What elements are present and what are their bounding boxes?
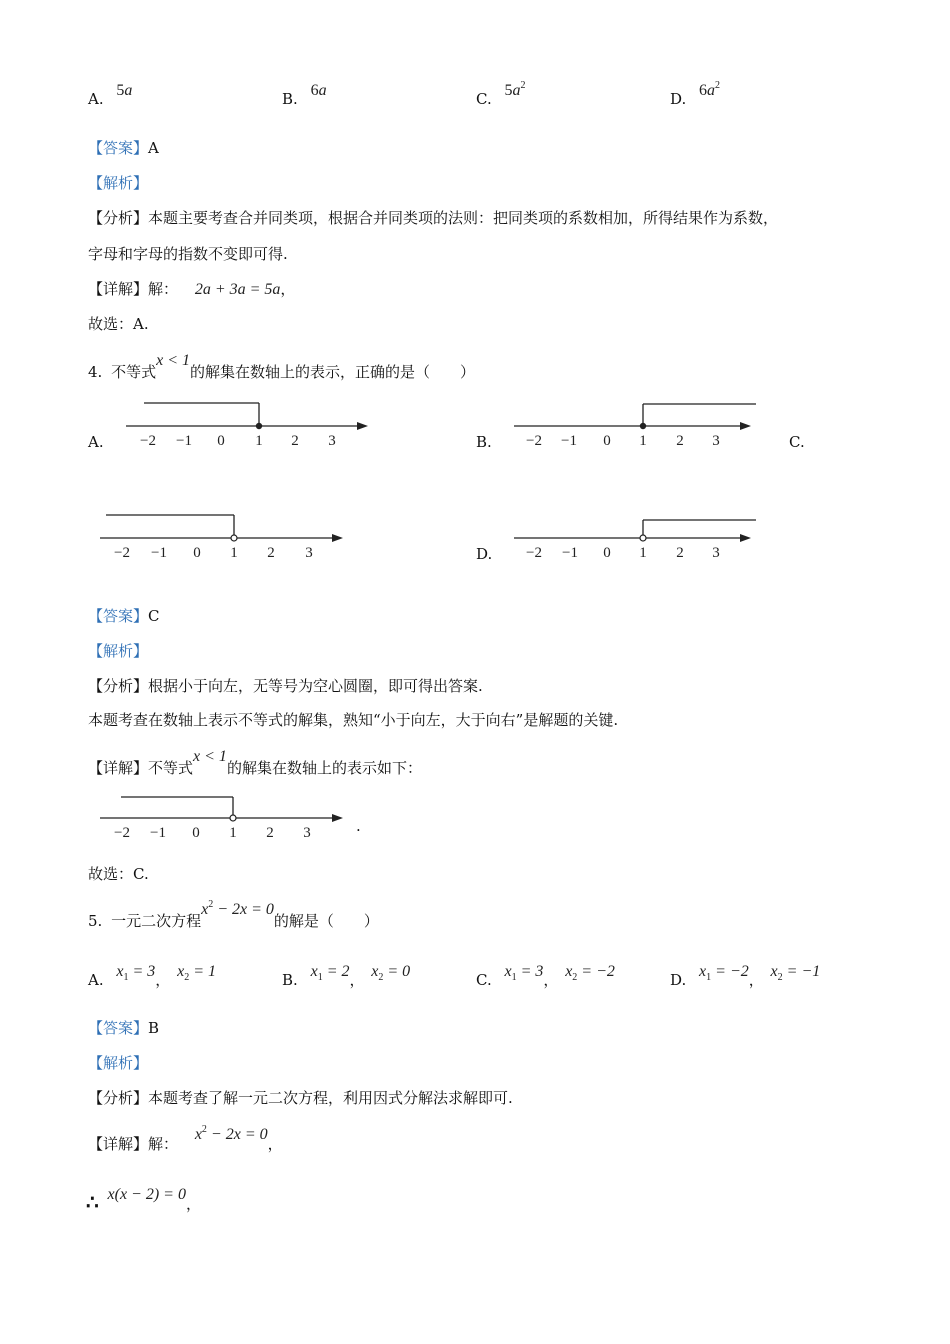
q4-detail: 【详解】不等式x < 1的解集在数轴上的表示如下： — [88, 748, 422, 777]
q5-fenxi: 【分析】本题考查了解一元二次方程，利用因式分解法求解即可. — [88, 1089, 513, 1107]
svg-text:2: 2 — [676, 545, 684, 561]
svg-text:2: 2 — [676, 433, 684, 449]
q3-conclusion: 故选：A. — [88, 315, 149, 333]
svg-text:−2: −2 — [526, 433, 542, 449]
svg-text:0: 0 — [193, 545, 201, 561]
svg-text:1: 1 — [639, 545, 647, 561]
q4-analysis-heading: 【解析】 — [88, 642, 149, 660]
q4-option-b-label: B. — [476, 433, 492, 451]
q5-analysis-heading: 【解析】 — [88, 1054, 149, 1072]
q4-option-c-label: C. — [789, 433, 805, 451]
q5-option-a: A. $x_1 = 3$， $x_2 = 1$ — [88, 963, 216, 989]
q3-option-b: B. 6a — [282, 82, 327, 108]
q4-option-c-numberline — [94, 507, 354, 567]
q4-option-d-numberline — [506, 507, 766, 567]
q4-option-b-numberline — [506, 395, 766, 455]
q3-option-c: C. $5a^2$ — [476, 80, 526, 108]
svg-text:3: 3 — [328, 433, 336, 449]
q5-option-d: D. $x_1 = -2$， $x_2 = -1$ — [670, 963, 821, 989]
q4-figure-period: . — [356, 817, 361, 835]
svg-text:0: 0 — [603, 545, 611, 561]
q4-stem: 4. 不等式x < 1的解集在数轴上的表示，正确的是（ ） — [88, 352, 476, 381]
q3-option-d: D. $6a^2$ — [670, 80, 721, 108]
svg-text:0: 0 — [192, 825, 200, 841]
svg-text:3: 3 — [305, 545, 313, 561]
q4-option-a-label: A. — [88, 433, 104, 451]
svg-text:1: 1 — [639, 433, 647, 449]
svg-text:−1: −1 — [562, 545, 578, 561]
q5-step: ∴ x(x − 2) = 0， — [86, 1186, 201, 1214]
svg-text:−2: −2 — [114, 825, 130, 841]
svg-text:2: 2 — [267, 545, 275, 561]
svg-text:2: 2 — [266, 825, 274, 841]
svg-text:3: 3 — [712, 433, 720, 449]
q4-option-a-numberline — [118, 395, 378, 455]
q5-answer: 【答案】B — [88, 1019, 160, 1037]
svg-text:3: 3 — [303, 825, 311, 841]
q5-stem: 5. 一元二次方程$x^2 - 2x = 0$的解是（ ） — [88, 899, 379, 930]
svg-text:0: 0 — [217, 433, 225, 449]
q4-summary: 本题考查在数轴上表示不等式的解集，熟知“小于向左，大于向右”是解题的关键. — [88, 711, 619, 729]
q5-option-b: B. $x_1 = 2$， $x_2 = 0$ — [282, 963, 411, 989]
q5-option-c: C. $x_1 = 3$， $x_2 = -2$ — [476, 963, 615, 989]
svg-text:−1: −1 — [176, 433, 192, 449]
q4-answer: 【答案】C — [88, 607, 160, 625]
svg-text:−2: −2 — [114, 545, 130, 561]
therefore-symbol: ∴ — [86, 1190, 99, 1214]
svg-text:−1: −1 — [150, 825, 166, 841]
q4-option-d-label: D. — [476, 545, 493, 563]
svg-text:1: 1 — [230, 545, 238, 561]
q3-detail: 【详解】解： 2a + 3a = 5a， — [88, 280, 296, 298]
q3-fenxi-line1: 【分析】本题主要考查合并同类项，根据合并同类项的法则：把同类项的系数相加，所得结果作为系数， — [88, 209, 779, 227]
svg-text:1: 1 — [255, 433, 263, 449]
q3-analysis-heading: 【解析】 — [88, 174, 149, 192]
svg-text:−2: −2 — [140, 433, 156, 449]
q3-fenxi-line2: 字母和字母的指数不变即可得. — [88, 245, 288, 263]
svg-text:−2: −2 — [526, 545, 542, 561]
q4-solution-numberline — [94, 789, 354, 849]
q5-detail: 【详解】解： $x^2 - 2x = 0$， — [88, 1124, 283, 1153]
q4-fenxi: 【分析】根据小于向左，无等号为空心圆圈，即可得出答案. — [88, 677, 483, 695]
svg-text:−1: −1 — [151, 545, 167, 561]
svg-text:1: 1 — [229, 825, 237, 841]
svg-text:−1: −1 — [561, 433, 577, 449]
svg-text:0: 0 — [603, 433, 611, 449]
svg-text:3: 3 — [712, 545, 720, 561]
q3-answer: 【答案】A — [88, 139, 159, 157]
svg-text:2: 2 — [291, 433, 299, 449]
q4-conclusion: 故选：C. — [88, 865, 149, 883]
q3-option-a: A. 5a — [88, 82, 133, 108]
